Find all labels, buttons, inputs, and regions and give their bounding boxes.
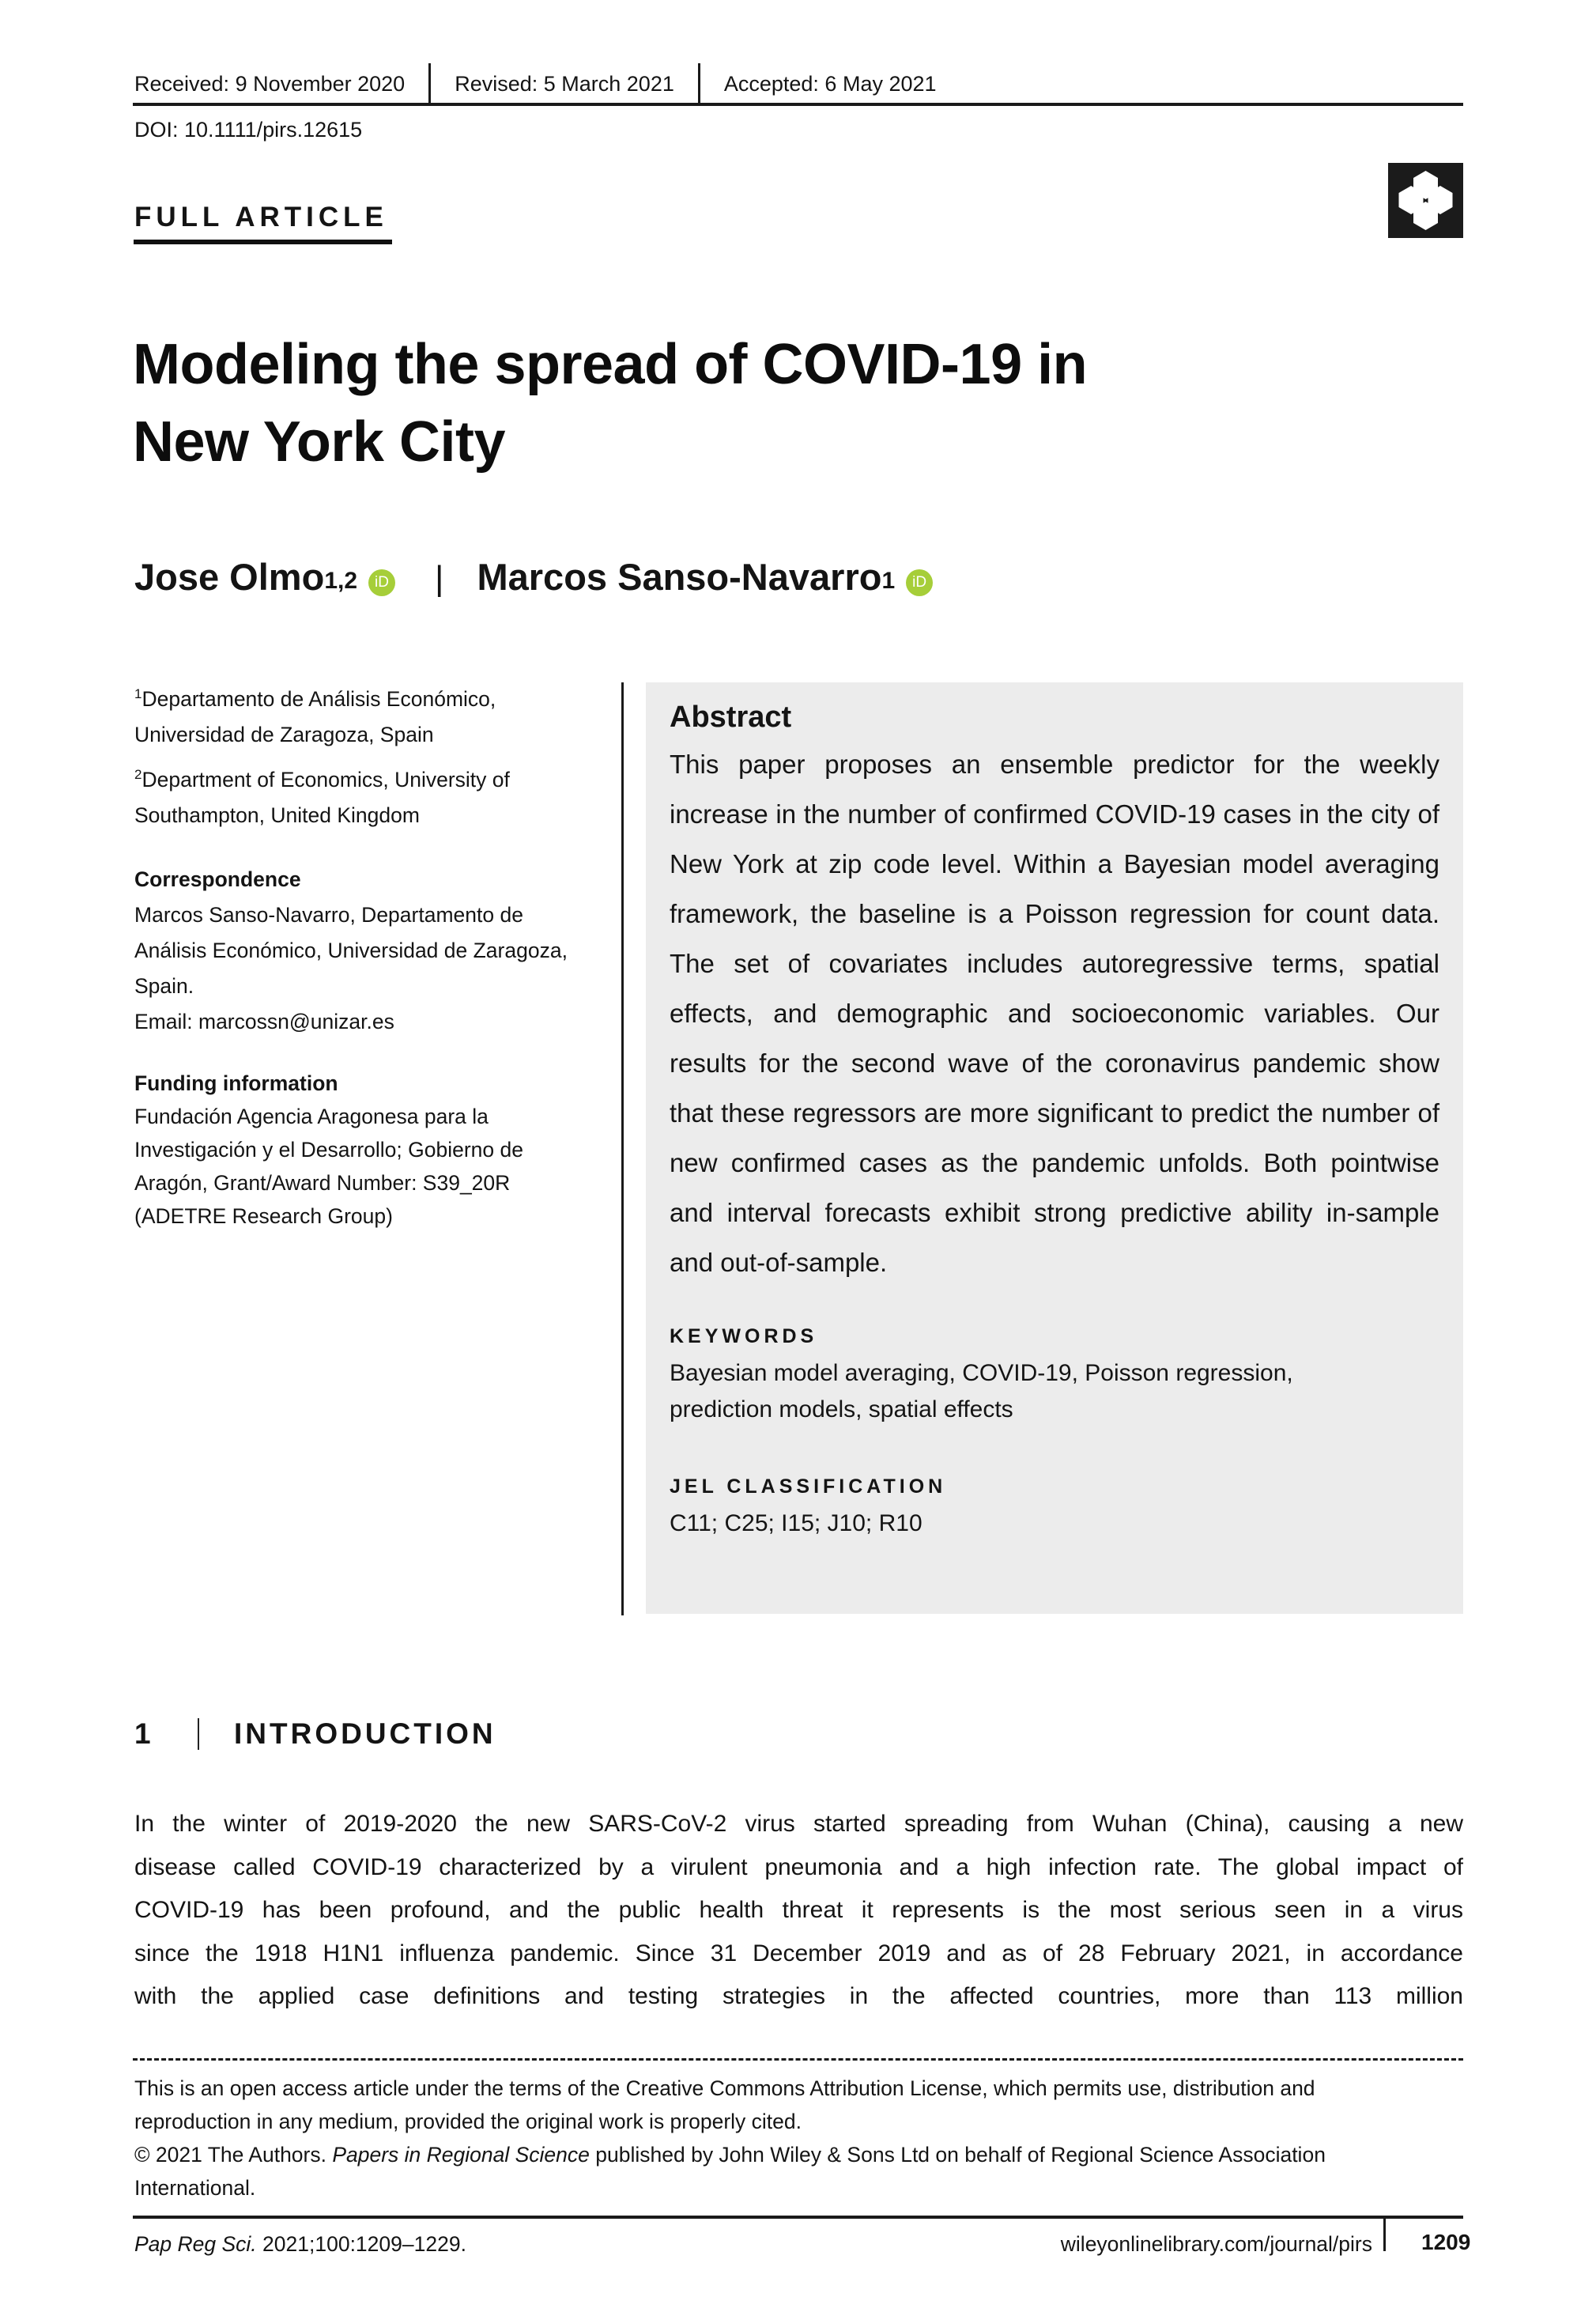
author-name[interactable]: Jose Olmo xyxy=(134,556,325,598)
introduction-paragraph xyxy=(134,1803,1463,2019)
header-rule xyxy=(133,103,1463,106)
journal-url[interactable]: wileyonlinelibrary.com/journal/pirs xyxy=(1060,2232,1372,2256)
affiliation-line: Southampton, United Kingdom xyxy=(134,803,420,827)
revised-date: Revised: 5 March 2021 xyxy=(455,72,674,96)
hexagon-cluster-logo-icon xyxy=(1388,163,1463,238)
column-divider xyxy=(621,682,624,1615)
author-separator: | xyxy=(435,559,444,598)
correspondence-line: Marcos Sanso-Navarro, Departamento de xyxy=(134,903,523,927)
affiliation-line: Universidad de Zaragoza, Spain xyxy=(134,723,434,746)
footnote-divider xyxy=(133,2058,1463,2061)
page-number: 1209 xyxy=(1421,2230,1471,2254)
paragraph-line: since the 1918 H1N1 influenza pandemic. Since 31 December 2019 and as of 28 February 2021, in accordance xyxy=(134,1940,1463,1966)
funding-line: Investigación y el Desarrollo; Gobierno de xyxy=(134,1138,523,1162)
article-dates xyxy=(134,63,937,104)
doi[interactable]: DOI: 10.1111/pirs.12615 xyxy=(134,118,363,142)
section-separator xyxy=(198,1718,199,1750)
paragraph-line: COVID-19 has been profound, and the public health threat it represents is the most serious seen in a virus xyxy=(134,1897,1463,1923)
paragraph-line: with the applied case definitions and testing strategies in the affected countries, more than 113 million xyxy=(134,1983,1463,2009)
copyright-prefix: © 2021 The Authors. xyxy=(134,2143,333,2167)
affiliation xyxy=(134,682,601,753)
author-name[interactable]: Marcos Sanso-Navarro xyxy=(477,556,882,598)
title-line-2: New York City xyxy=(133,410,505,474)
abstract-text: This paper proposes an ensemble predictor for the weekly increase in the number of confirmed COVID-19 cases in the city of New York at zip code level. Within a Bayesian model averaging framework, the baseline is a Poisson regression for count data. The set of covariates includes autoregressive terms, spatial effects, and demographic and socioeconomic variables. Our results for the second wave of the coronavirus pandemic show that these regressors are more significant to predict the number of new confirmed cases as the pandemic unfolds. Both pointwise and interval forecasts exhibit strong predictive ability in-sample and out-of-sample. xyxy=(670,750,1439,1277)
affiliation-number: 2 xyxy=(134,767,142,783)
section-title: INTRODUCTION xyxy=(234,1717,496,1750)
abstract-heading: Abstract xyxy=(670,701,792,734)
received-date: Received: 9 November 2020 xyxy=(134,72,406,96)
article-title xyxy=(133,326,1087,481)
header-separator xyxy=(698,63,700,104)
footer-separator xyxy=(1383,2218,1386,2251)
abstract-box xyxy=(646,682,1463,1614)
correspondence-line: Análisis Económico, Universidad de Zaragoza, xyxy=(134,939,568,962)
correspondence-body xyxy=(134,897,601,1004)
funding-heading: Funding information xyxy=(134,1071,338,1095)
correspondence-heading: Correspondence xyxy=(134,867,301,891)
funding-line: (ADETRE Research Group) xyxy=(134,1204,393,1228)
license-line: International. xyxy=(134,2176,256,2200)
section-heading xyxy=(134,1714,496,1754)
article-type: FULL ARTICLE xyxy=(134,202,388,232)
article-info-column xyxy=(134,682,601,1233)
jel-codes: C11; C25; I15; J10; R10 xyxy=(670,1510,923,1536)
correspondence-email[interactable]: Email: marcossn@unizar.es xyxy=(134,1010,394,1033)
affiliation-number: 1 xyxy=(134,686,142,702)
journal-abbrev: Pap Reg Sci. xyxy=(134,2232,257,2256)
license-line: This is an open access article under the terms of the Creative Commons Attribution License, which permits use, distribution and xyxy=(134,2076,1315,2100)
header-separator xyxy=(428,63,431,104)
footer-rule xyxy=(133,2216,1463,2219)
affiliation xyxy=(134,762,601,833)
article-type-underline xyxy=(134,240,392,244)
funding-body xyxy=(134,1100,601,1233)
paragraph-line: In the winter of 2019-2020 the new SARS-CoV-2 virus started spreading from Wuhan (China), causing a new xyxy=(134,1811,1463,1837)
citation xyxy=(134,2228,466,2260)
accepted-date: Accepted: 6 May 2021 xyxy=(723,72,937,96)
funding-line: Fundación Agencia Aragonesa para la xyxy=(134,1105,489,1128)
title-line-1: Modeling the spread of COVID-19 in xyxy=(133,333,1088,396)
journal-name: Papers in Regional Science xyxy=(332,2143,590,2167)
paragraph-line: disease called COVID-19 characterized by a virulent pneumonia and a high infection rate. The global impact of xyxy=(134,1853,1463,1880)
funding-line: Aragón, Grant/Award Number: S39_20R xyxy=(134,1171,511,1195)
license-notice xyxy=(134,2072,1463,2204)
copyright-suffix: published by John Wiley & Sons Ltd on behalf of Regional Science Association xyxy=(589,2143,1326,2167)
copyright-line xyxy=(134,2138,1463,2171)
keywords-list: Bayesian model averaging, COVID-19, Poisson regression, prediction models, spatial effects xyxy=(670,1360,1293,1422)
section-number: 1 xyxy=(134,1717,154,1750)
license-line: reproduction in any medium, provided the original work is properly cited. xyxy=(134,2110,802,2133)
affiliation-line: Departamento de Análisis Económico, xyxy=(141,687,496,711)
keywords-heading: KEYWORDS xyxy=(670,1325,818,1347)
affiliation-line: Department of Economics, University of xyxy=(141,768,510,791)
correspondence-line: Spain. xyxy=(134,974,194,998)
jel-heading: JEL CLASSIFICATION xyxy=(670,1475,947,1498)
orcid-icon[interactable]: iD xyxy=(906,569,933,596)
orcid-icon[interactable]: iD xyxy=(368,569,395,596)
author-list: Jose Olmo $^{1,2}$ iD | Marcos Sanso-Navarro $^1$ iD xyxy=(134,550,933,606)
citation-details: 2021;100:1209–1229. xyxy=(256,2232,466,2256)
